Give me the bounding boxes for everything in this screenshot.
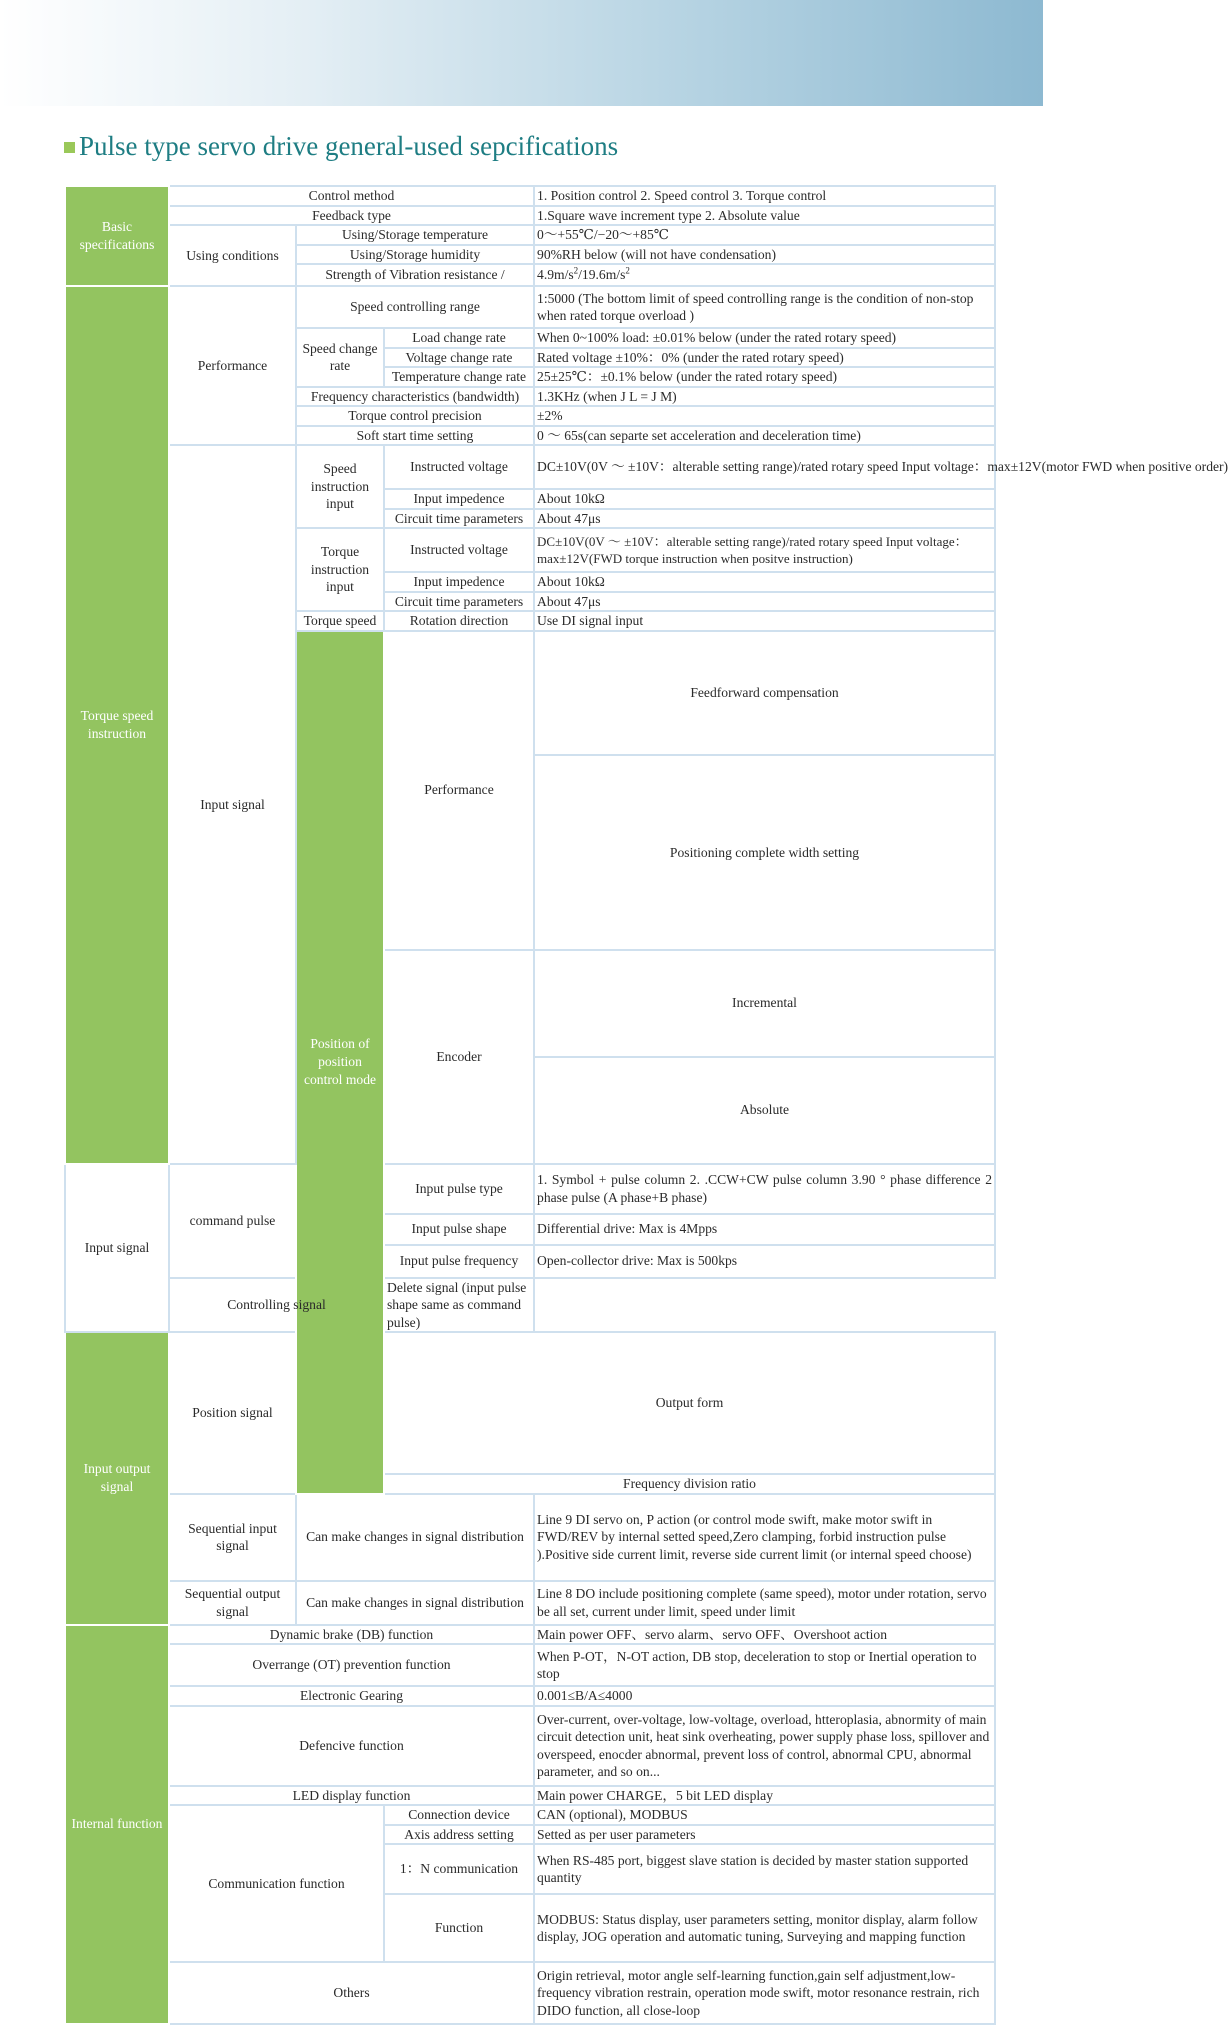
spec-label: Input pulse shape — [384, 1214, 534, 1245]
spec-label: Can make changes in signal distribution — [296, 1581, 534, 1625]
spec-value: ±2% — [534, 406, 995, 426]
spec-value: Open-collector drive: Max is 500kps — [534, 1245, 995, 1278]
spec-group-label: Speed instruction input — [296, 445, 384, 528]
spec-value: When 0~100% load: ±0.01% below (under the rated rotary speed) — [534, 328, 995, 348]
spec-label: Function — [384, 1894, 534, 1962]
spec-group-label: Sequential output signal — [169, 1581, 296, 1625]
spec-group-label: command pulse — [169, 1164, 296, 1278]
vibration-value-b: /19.6m/s — [578, 267, 626, 283]
spec-label: Input pulse frequency — [384, 1245, 534, 1278]
spec-label: Electronic Gearing — [169, 1686, 534, 1706]
spec-value: Use DI signal input — [534, 611, 995, 631]
spec-value: 0～+55℃/−20～+85℃ — [534, 225, 995, 245]
spec-group-label: Position signal — [169, 1332, 296, 1494]
spec-group-label: Using conditions — [169, 225, 296, 286]
header-banner — [0, 0, 1043, 106]
spec-label: Rotation direction — [384, 611, 534, 631]
spec-label: Controlling signal — [169, 1278, 384, 1333]
spec-label: 1：N communication — [384, 1844, 534, 1894]
spec-label: Incremental — [534, 950, 995, 1057]
spec-value: Main power OFF、servo alarm、servo OFF、Overshoot action — [534, 1625, 995, 1645]
spec-group-label: Input signal — [65, 1164, 169, 1333]
spec-label: Can make changes in signal distribution — [296, 1494, 534, 1581]
spec-value: About 10kΩ — [534, 489, 995, 509]
spec-label: Speed controlling range — [296, 286, 534, 328]
spec-label: Defencive function — [169, 1706, 534, 1786]
spec-label: Voltage change rate — [384, 348, 534, 368]
spec-value: Line 9 DI servo on, P action (or control mode swift, make motor swift in FWD/REV by internal setted speed,Zero clamping, forbid instruction pulse ).Positive side current limit, reverse side current limit (or internal speed choose) — [534, 1494, 995, 1581]
spec-value: 90%RH below (will not have condensation) — [534, 245, 995, 265]
spec-value: When RS-485 port, biggest slave station is decided by master station supported quantity — [534, 1844, 995, 1894]
spec-value: DC±10V(0V ～ ±10V：alterable setting range)/rated rotary speed Input voltage：max±12V(FWD torque instruction when positve instruction) — [534, 528, 995, 572]
spec-label: Instructed voltage — [384, 528, 534, 572]
spec-label: Soft start time setting — [296, 426, 534, 446]
spec-label: Output form — [384, 1332, 995, 1474]
spec-label: Dynamic brake (DB) function — [169, 1625, 534, 1645]
spec-group-label: Torque instruction input — [296, 528, 384, 611]
section-input-output: Input output signal — [65, 1332, 169, 1625]
spec-group-label: Speed change rate — [296, 328, 384, 387]
spec-label: Others — [169, 1962, 534, 2024]
spec-group-label: Input signal — [169, 445, 296, 1164]
spec-value: Rated voltage ±10%：0% (under the rated rotary speed) — [534, 348, 995, 368]
spec-value: 1.Square wave increment type 2. Absolute value — [534, 206, 995, 226]
spec-value: DC±10V(0V ～ ±10V：alterable setting range)/rated rotary speed Input voltage：max±12V(motor FWD when positive order) — [534, 445, 995, 489]
spec-table — [64, 185, 1228, 2025]
spec-label: Input impedence — [384, 489, 534, 509]
spec-label: Circuit time parameters — [384, 592, 534, 612]
spec-value: Line 8 DO include positioning complete (same speed), motor under rotation, servo be all set, current under limit, speed under limit — [534, 1581, 995, 1625]
spec-group-label: Performance — [384, 631, 534, 950]
spec-value: About 47μs — [534, 509, 995, 529]
spec-value: 25±25℃：±0.1% below (under the rated rotary speed) — [534, 367, 995, 387]
spec-value: Differential drive: Max is 4Mpps — [534, 1214, 995, 1245]
page-title — [64, 128, 618, 168]
spec-label: Positioning complete width setting — [534, 755, 995, 950]
page-title-text: Pulse type servo drive general-used sepcifications — [79, 131, 619, 161]
spec-value: 0.001≤B/A≤4000 — [534, 1686, 995, 1706]
spec-value: CAN (optional), MODBUS — [534, 1805, 995, 1825]
spec-label: Input impedence — [384, 572, 534, 592]
spec-label: Connection device — [384, 1805, 534, 1825]
vibration-value-a: 4.9m/s — [537, 267, 574, 283]
spec-label: Using/Storage temperature — [296, 225, 534, 245]
spec-label: Frequency characteristics (bandwidth) — [296, 387, 534, 407]
spec-label: Load change rate — [384, 328, 534, 348]
spec-label: Instructed voltage — [384, 445, 534, 489]
spec-value: 1. Symbol + pulse column 2. .CCW+CW pulse column 3.90 ° phase difference 2 phase pulse (A phase+B phase) — [534, 1164, 995, 1214]
title-bullet-icon — [64, 142, 75, 153]
spec-label: Torque control precision — [296, 406, 534, 426]
spec-label: Axis address setting — [384, 1825, 534, 1845]
spec-value: About 47μs — [534, 592, 995, 612]
spec-label: Feedforward compensation — [534, 631, 995, 756]
spec-label: Overrange (OT) prevention function — [169, 1644, 534, 1686]
spec-label: Feedback type — [169, 206, 534, 226]
spec-group-label: Communication function — [169, 1805, 384, 1962]
spec-value — [534, 264, 995, 286]
section-torque-speed: Torque speed instruction — [65, 286, 169, 1164]
spec-label: Control method — [169, 186, 534, 206]
spec-label: Strength of Vibration resistance / — [296, 264, 534, 286]
spec-value: 1:5000 (The bottom limit of speed controlling range is the condition of non-stop when rated torque overload ) — [534, 286, 995, 328]
spec-group-label: Performance — [169, 286, 296, 445]
spec-label: Circuit time parameters — [384, 509, 534, 529]
spec-label: Torque speed — [296, 611, 384, 631]
spec-label: Temperature change rate — [384, 367, 534, 387]
spec-label: Absolute — [534, 1057, 995, 1164]
section-basic: Basic specifications — [65, 186, 169, 286]
spec-value: 0 ～ 65s(can separte set acceleration and deceleration time) — [534, 426, 995, 446]
spec-value: 1.3KHz (when J L = J M) — [534, 387, 995, 407]
section-position: Position of position control mode — [296, 631, 384, 1494]
superscript: 2 — [625, 265, 630, 276]
spec-group-label: Encoder — [384, 950, 534, 1164]
spec-value: Setted as per user parameters — [534, 1825, 995, 1845]
spec-value: Over-current, over-voltage, low-voltage, overload, htteroplasia, abnormity of main circuit detection unit, heat sink overheating, power supply phase loss, spillover and overspeed, enocder abnormal, prevent loss of control, abnormal CPU, abnormal parameter, and so on... — [534, 1706, 995, 1786]
superscript: 2 — [573, 265, 579, 276]
spec-group-label: Sequential input signal — [169, 1494, 296, 1581]
spec-value: About 10kΩ — [534, 572, 995, 592]
spec-value: Main power CHARGE，5 bit LED display — [534, 1786, 995, 1806]
spec-value: 1. Position control 2. Speed control 3. Torque control — [534, 186, 995, 206]
spec-label: Using/Storage humidity — [296, 245, 534, 265]
spec-label: Frequency division ratio — [384, 1474, 995, 1494]
spec-value: Delete signal (input pulse shape same as command pulse) — [384, 1278, 534, 1333]
section-internal: Internal function — [65, 1625, 169, 2025]
spec-label: LED display function — [169, 1786, 534, 1806]
spec-value: Origin retrieval, motor angle self-learning function,gain self adjustment,low-frequency vibration restrain, operation mode swift, motor resonance restrain, rich DIDO function, all close-loop — [534, 1962, 995, 2024]
spec-value: When P-OT，N-OT action, DB stop, deceleration to stop or Inertial operation to stop — [534, 1644, 995, 1686]
spec-value: MODBUS: Status display, user parameters setting, monitor display, alarm follow display, JOG operation and automatic tuning, Surveying and mapping function — [534, 1894, 995, 1962]
spec-label: Input pulse type — [384, 1164, 534, 1214]
